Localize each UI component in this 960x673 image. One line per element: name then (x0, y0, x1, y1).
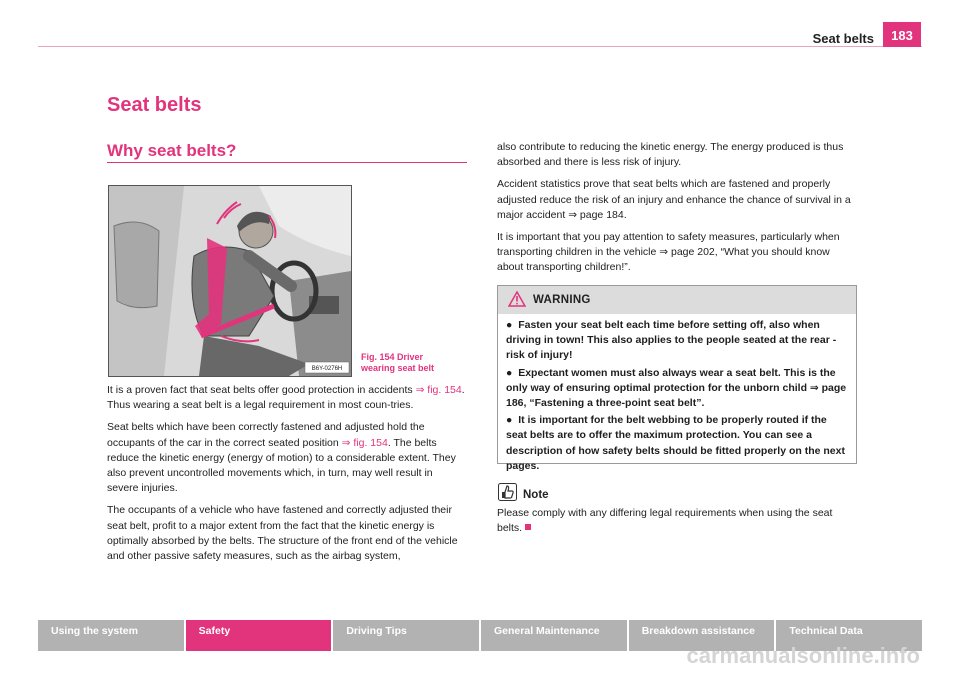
right-paragraph-2: Accident statistics prove that seat belts which are fastened and properly adjusted reduce the risk of an injury and enhance the chance of survival in a major accident ⇒ page 184. (497, 178, 851, 221)
driver-seatbelt-figure (108, 185, 352, 377)
tab-safety[interactable]: Safety (186, 620, 332, 651)
note-hand-icon (498, 483, 517, 501)
running-header: Seat belts (812, 31, 874, 46)
left-paragraph-3: The occupants of a vehicle who have fastened and correctly adjusted their seat belt, profit to a major extent from the fact that the kinetic energy is optimally absorbed by the belts. The structure of the front end of the vehicle and other passive safety measures, such as the airbag system, (107, 504, 458, 563)
watermark: carmanualsonline.info (686, 643, 920, 668)
warning-box (497, 285, 857, 472)
section-rule (107, 162, 467, 163)
right-column (497, 140, 857, 283)
left-column (107, 383, 467, 571)
driver-illustration (109, 186, 351, 376)
fig-link[interactable]: ⇒ fig. 154 (341, 436, 388, 449)
page-number: 183 (883, 22, 921, 47)
warning-body (498, 314, 856, 474)
tab-breakdown-assistance[interactable]: Breakdown assistance (629, 620, 775, 651)
tab-using-the-system[interactable]: Using the system (38, 620, 184, 651)
right-paragraph-1: also contribute to reducing the kinetic energy. The energy produced is thus absorbed and there is less risk of injury. (497, 141, 844, 169)
warning-header (498, 286, 856, 314)
warning-title: WARNING (533, 294, 591, 306)
chapter-title: Seat belts (107, 94, 202, 116)
fig-link[interactable]: ⇒ fig. 154 (415, 384, 462, 396)
figure-code: B6Y-0276H (311, 366, 343, 372)
tab-general-maintenance[interactable]: General Maintenance (481, 620, 627, 651)
warning-item: ● Expectant women must also always wear a seat belt. This is the only way of ensuring optimal protection for the unborn child ⇒ page 186, “Fastening a three-point seat belt”. (506, 366, 847, 410)
right-paragraph-3: It is important that you pay attention to safety measures, particularly when transporting children in the vehicle ⇒ page 202, “What you should know about transporting children!”. (497, 231, 840, 274)
section-title: Why seat belts? (107, 141, 237, 160)
warning-item: ● It is important for the belt webbing to be properly routed if the seat belts are to offer the maximum protection. You can see a description of how safety belts should be fitted properly on the next pages. (506, 414, 845, 472)
figure-caption: Fig. 154 Driver wearing seat belt (361, 352, 435, 373)
warning-item: ● Fasten your seat belt each time before setting off, also when driving in town! This also applies to the people seated at the rear - risk of injury! (506, 319, 837, 362)
end-of-section-icon (525, 524, 531, 530)
note-title: Note (523, 489, 549, 501)
header-rule (38, 46, 922, 47)
note-text: Please comply with any differing legal requirements when using the seat belts. (497, 507, 833, 535)
tab-driving-tips[interactable]: Driving Tips (333, 620, 479, 651)
tab-technical-data[interactable]: Technical Data (776, 620, 922, 651)
warning-triangle-icon (508, 291, 526, 307)
left-paragraph-2: Seat belts which have been correctly fastened and adjusted hold the occupants of the car in the correct seated position ⇒ fig. 154. The belts reduce the kinetic energy (energy of motion) to a considerable extent. They also prevent uncontrolled movements which, in turn, may well result in severe injuries. (107, 421, 456, 495)
left-paragraph-1: It is a proven fact that seat belts offer good protection in accidents ⇒ fig. 154. Thus wearing a seat belt is a legal requirement in most coun-tries. (107, 384, 465, 412)
